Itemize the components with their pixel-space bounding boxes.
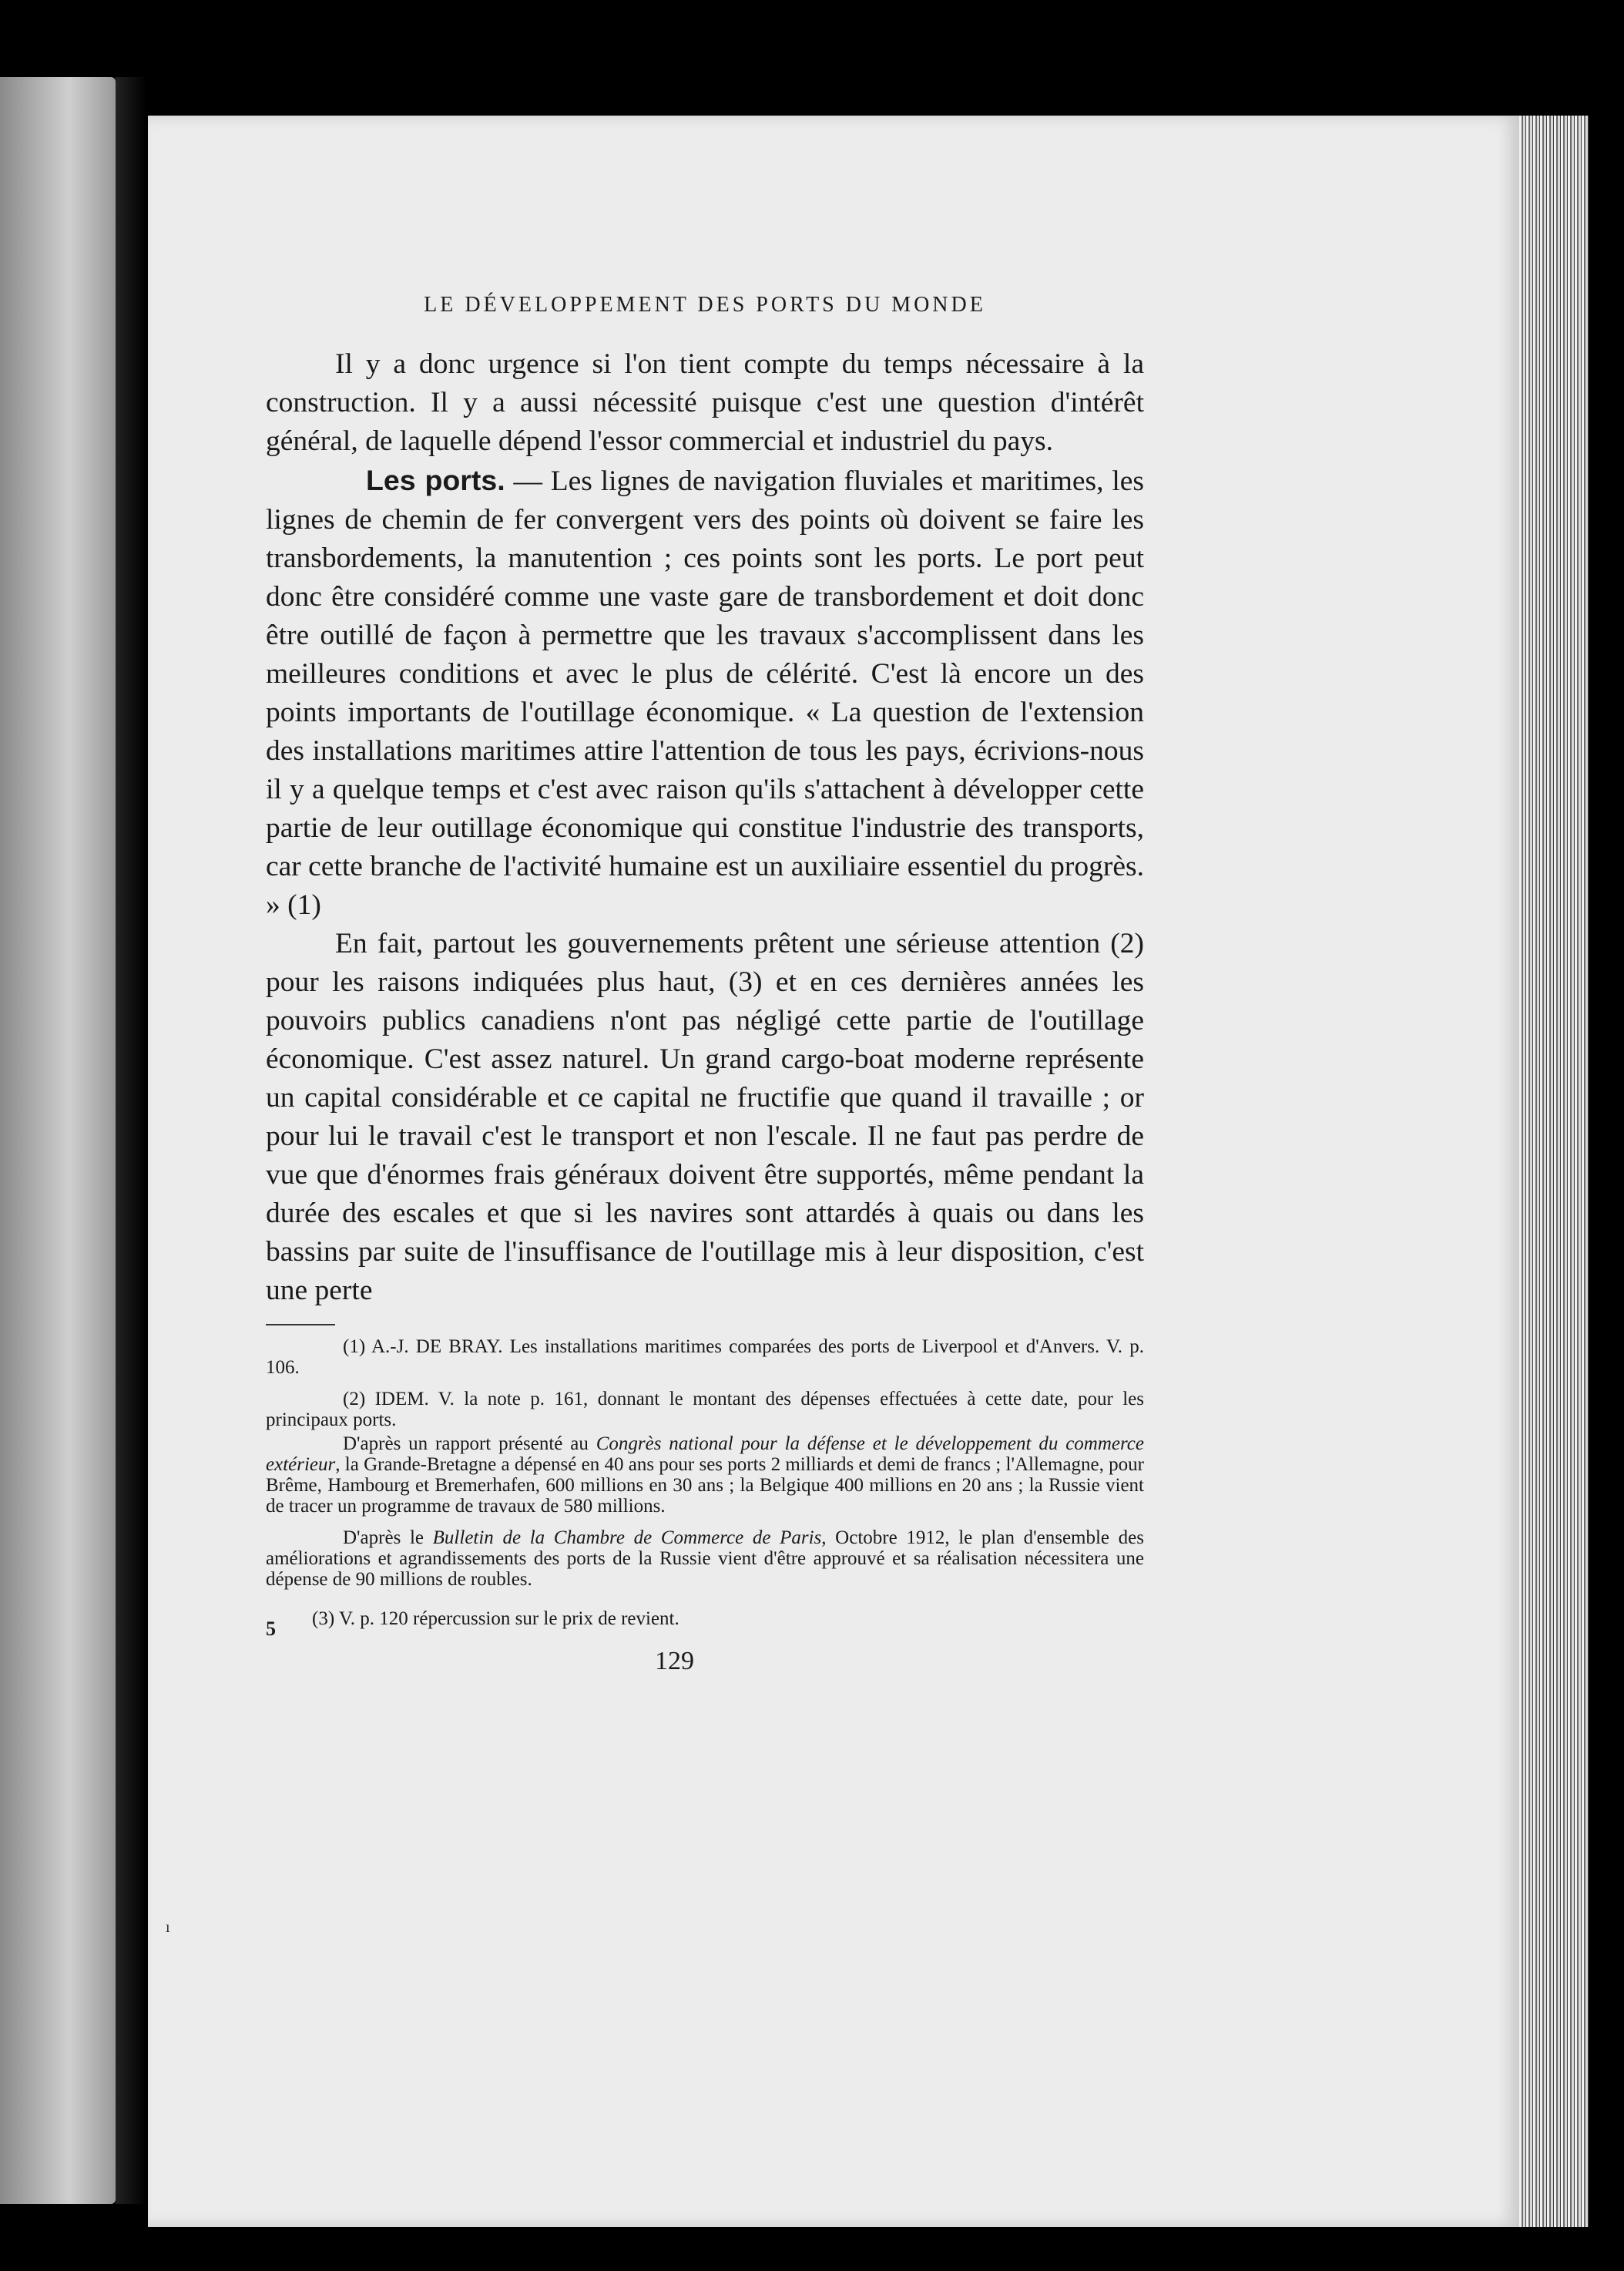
footnote-2b-pre: D'après un rapport présenté au: [343, 1433, 596, 1454]
footnote-2b-post: , la Grande-Bretagne a dépensé en 40 ans pour ses ports 2 milliards et demi de francs ; l'Allemagne, pour Brême, Hambourg et Bremerhafen, 600 millions en 30 ans ; la Belgique 400 millions en 20 ans ; la Russie vient de tracer un programme de travaux de 580 millions.: [266, 1454, 1144, 1517]
footnote-rule: [266, 1324, 335, 1325]
footnote-2c-italic: Bulletin de la Chambre de Commerce de Paris: [432, 1527, 822, 1548]
margin-mark: ı: [166, 1919, 170, 1936]
page-content: [266, 293, 1144, 1675]
paragraph-2-text: — Les lignes de navigation fluviales et maritimes, les lignes de chemin de fer convergent vers des points où doivent se faire les transbordements, la manutention ; ces points sont les ports. Le port peut donc être considéré comme une vaste gare de transbordement et doit donc être outillé de façon à permettre que les travaux s'accomplissent dans les meilleures conditions et avec le plus de célérité. C'est là encore un des points importants de l'outillage économique. « La question de l'extension des installations maritimes attire l'attention de tous les pays, écrivions-nous il y a quelque temps et c'est avec raison qu'ils s'attachent à développer cette partie de leur outillage économique qui constitue l'industrie des transports, car cette branche de l'activité humaine est un auxiliaire essentiel du progrès. » (1): [266, 465, 1144, 921]
footnote-2c-pre: D'après le: [343, 1527, 433, 1548]
gutter-shadow: [116, 77, 146, 2204]
facing-page-edge: [0, 77, 116, 2204]
section-lead: Les ports.: [366, 464, 505, 496]
signature-mark: 5: [266, 1618, 276, 1640]
paragraph-3: [266, 925, 1144, 1310]
page-stack-edges: [1519, 116, 1589, 2227]
footnote-2-continuation: [266, 1433, 1144, 1517]
footnote-1: (1) A.-J. DE BRAY. Les installations maritimes comparées des ports de Liverpool et d'Anvers. V. p. 106.: [266, 1336, 1144, 1378]
footnote-2: (2) IDEM. V. la note p. 161, donnant le montant des dépenses effectuées à cette date, pour les principaux ports.: [266, 1389, 1144, 1430]
page-footer: [266, 1608, 1144, 1675]
paragraph-2: [266, 461, 1144, 925]
footnote-3: (3) V. p. 120 répercussion sur le prix de revient.: [312, 1608, 679, 1629]
running-head: LE DÉVELOPPEMENT DES PORTS DU MONDE: [424, 293, 986, 317]
footnote-2c-post: , Octobre 1912, le plan d'ensemble des améliorations et agrandissements des ports de la Russie vient d'être approuvé et sa réalisation nécessitera une dépense de 90 millions de roubles.: [266, 1527, 1144, 1590]
footnote-2-bulletin: [266, 1527, 1144, 1590]
paragraph-3-text: En fait, partout les gouvernements prêtent une sérieuse attention (2) pour les raisons indiquées plus haut, (3) et en ces dernières années les pouvoirs publics canadiens n'ont pas négligé cette partie de l'outillage économique. C'est assez naturel. Un grand cargo-boat moderne représente un capital considérable et ce capital ne fructifie que quand il travaille ; or pour lui le travail c'est le transport et non l'escale. Il ne faut pas perdre de vue que d'énormes frais généraux doivent être supportés, même pendant la durée des escales et que si les navires sont attardés à quais ou dans les bassins par suite de l'insuffisance de l'outillage mis à leur disposition, c'est une perte: [266, 928, 1144, 1306]
paragraph-1-text: Il y a donc urgence si l'on tient compte du temps nécessaire à la construction. Il y a aussi nécessité puisque c'est une question d'intérêt général, de laquelle dépend l'essor commercial et industriel du pays.: [266, 348, 1144, 457]
footnote-2b-italic: Congrès national pour la défense et le développement du commerce extérieur: [266, 1433, 1144, 1475]
paragraph-1: [266, 345, 1144, 461]
page-number: 129: [655, 1647, 694, 1675]
